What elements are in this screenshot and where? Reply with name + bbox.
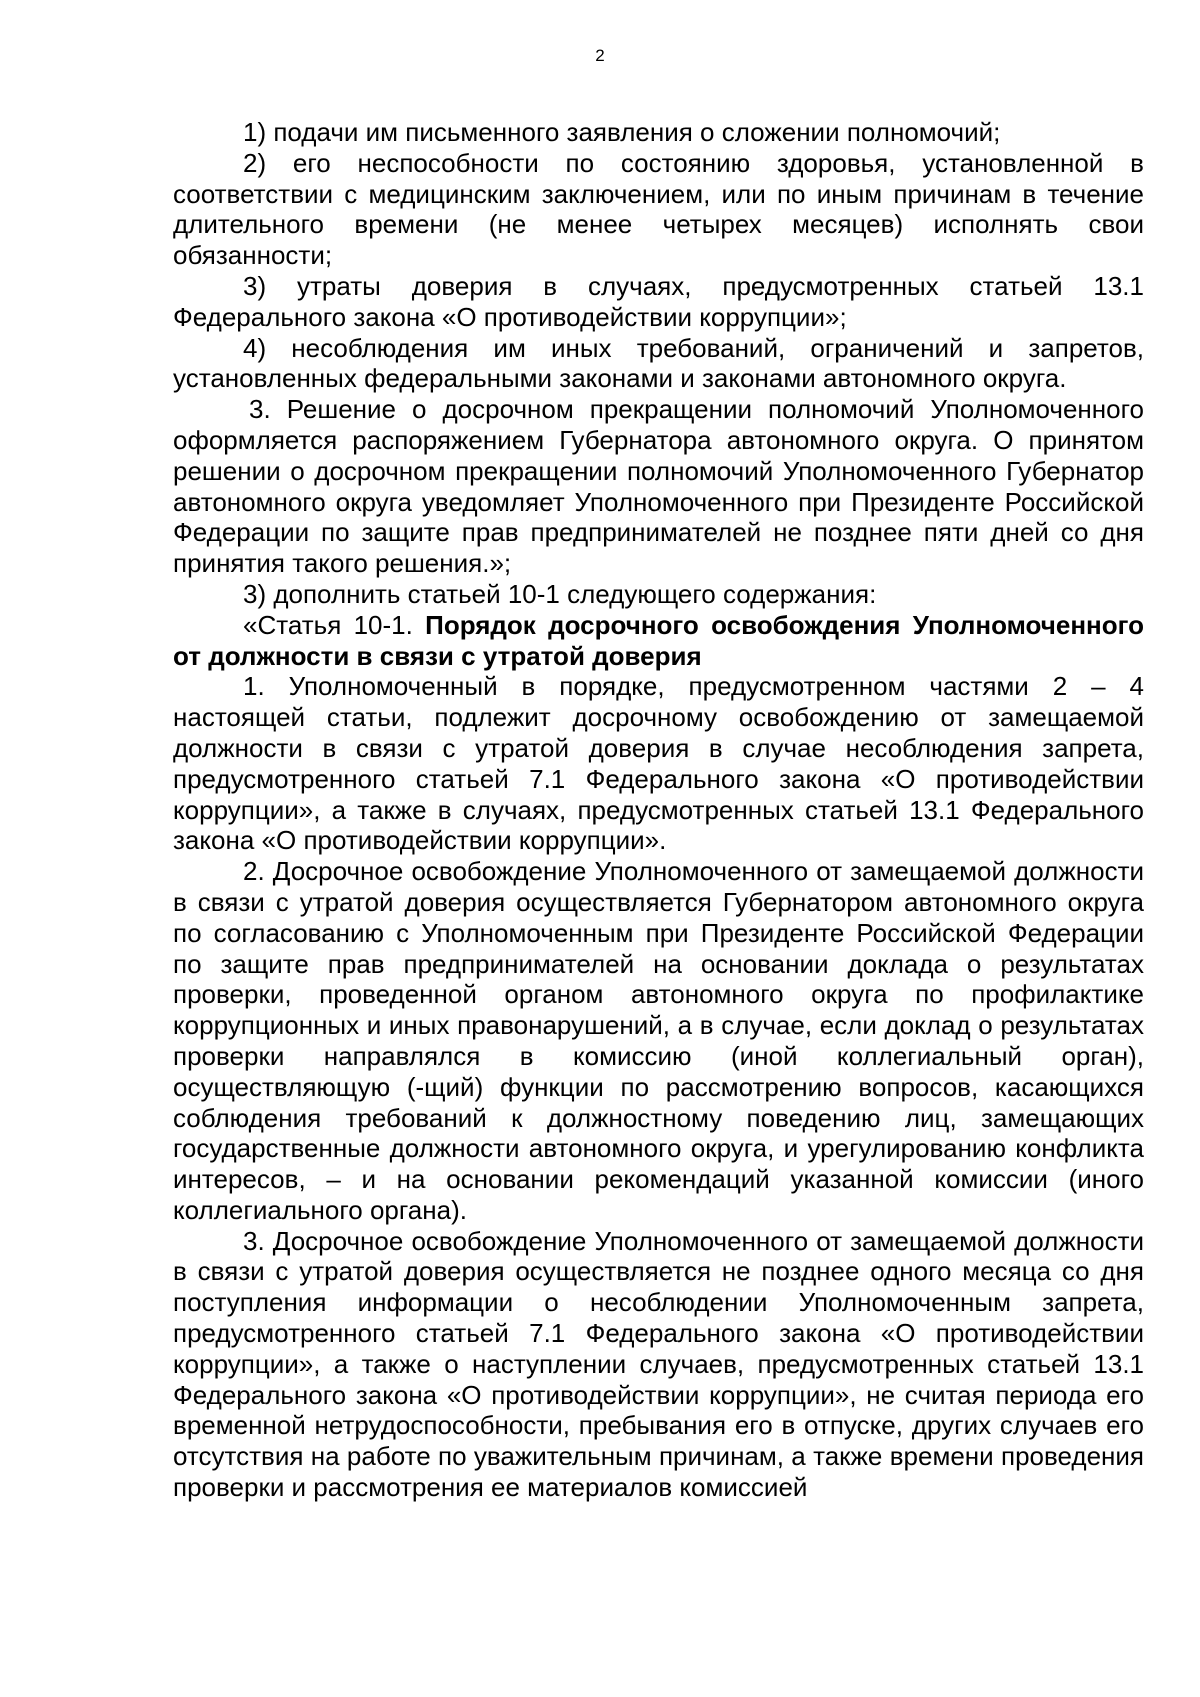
paragraph-item-3: 3) утраты доверия в случаях, предусмотренных статьей 13.1 Федерального закона «О противодействии коррупции»; xyxy=(173,270,1144,332)
article-paragraph-3: 3. Досрочное освобождение Уполномоченного от замещаемой должности в связи с утратой доверия осуществляется не позднее одного месяца со дня поступления информации о несоблюдении Уполномоченным запрета, предусмотренного статьей 7.1 Федерального закона «О противодействии коррупции», а также о наступлении случаев, предусмотренных статьей 13.1 Федерального закона «О противодействии коррупции», не считая периода его временной нетрудоспособности, пребывания его в отпуске, других случаев его отсутствия на работе по уважительным причинам, а также времени проведения проверки и рассмотрения ее материалов комиссией xyxy=(173,1225,1144,1503)
article-paragraph-2: 2. Досрочное освобождение Уполномоченного от замещаемой должности в связи с утратой доверия осуществляется Губернатором автономного округа по согласованию с Уполномоченным при Президенте Российской Федерации по защите прав предпринимателей на основании доклада о результатах проверки, проведенной органом автономного округа по профилактике коррупционных и иных правонарушений, а в случае, если доклад о результатах проверки направлялся в комиссию (иной коллегиальный орган), осуществляющую (-щий) функции по рассмотрению вопросов, касающихся соблюдения требований к должностному поведению лиц, замещающих государственные должности автономного округа, и урегулированию конфликта интересов, – и на основании рекомендаций указанной комиссии (иного коллегиального органа). xyxy=(173,856,1144,1225)
paragraph-amendment-3: 3) дополнить статьей 10-1 следующего содержания: xyxy=(243,578,877,609)
paragraph-item-1: 1) подачи им письменного заявления о сложении полномочий; xyxy=(243,117,1001,147)
document-body xyxy=(173,117,1144,1503)
paragraph-item-4: 4) несоблюдения им иных требований, ограничений и запретов, установленных федеральными законами и законами автономного округа. xyxy=(173,332,1144,394)
paragraph-part-3: 3. Решение о досрочном прекращении полномочий Уполномоченного оформляется распоряжением Губернатора автономного округа. О принятом решении о досрочном прекращении полномочий Уполномоченного Губернатор автономного округа уведомляет Уполномоченного при Президенте Российской Федерации по защите прав предпринимателей не позднее пяти дней со дня принятия такого решения.»; xyxy=(173,394,1144,579)
page-number: 2 xyxy=(595,46,605,65)
article-title: Порядок досрочного освобождения Уполномоченного от должности в связи с утратой доверия xyxy=(173,609,1144,671)
article-heading xyxy=(173,610,1144,672)
paragraph-item-2: 2) его неспособности по состоянию здоровья, установленной в соответствии с медицинским заключением, или по иным причинам в течение длительного времени (не менее четырех месяцев) исполнять свои обязанности; xyxy=(173,147,1144,271)
article-prefix: «Статья 10-1. xyxy=(243,609,426,640)
article-paragraph-1: 1. Уполномоченный в порядке, предусмотренном частями 2 – 4 настоящей статьи, подлежит досрочному освобождению от замещаемой должности в связи с утратой доверия в случае несоблюдения запрета, предусмотренного статьей 7.1 Федерального закона «О противодействии коррупции», а также в случаях, предусмотренных статьей 13.1 Федерального закона «О противодействии коррупции». xyxy=(173,671,1144,856)
